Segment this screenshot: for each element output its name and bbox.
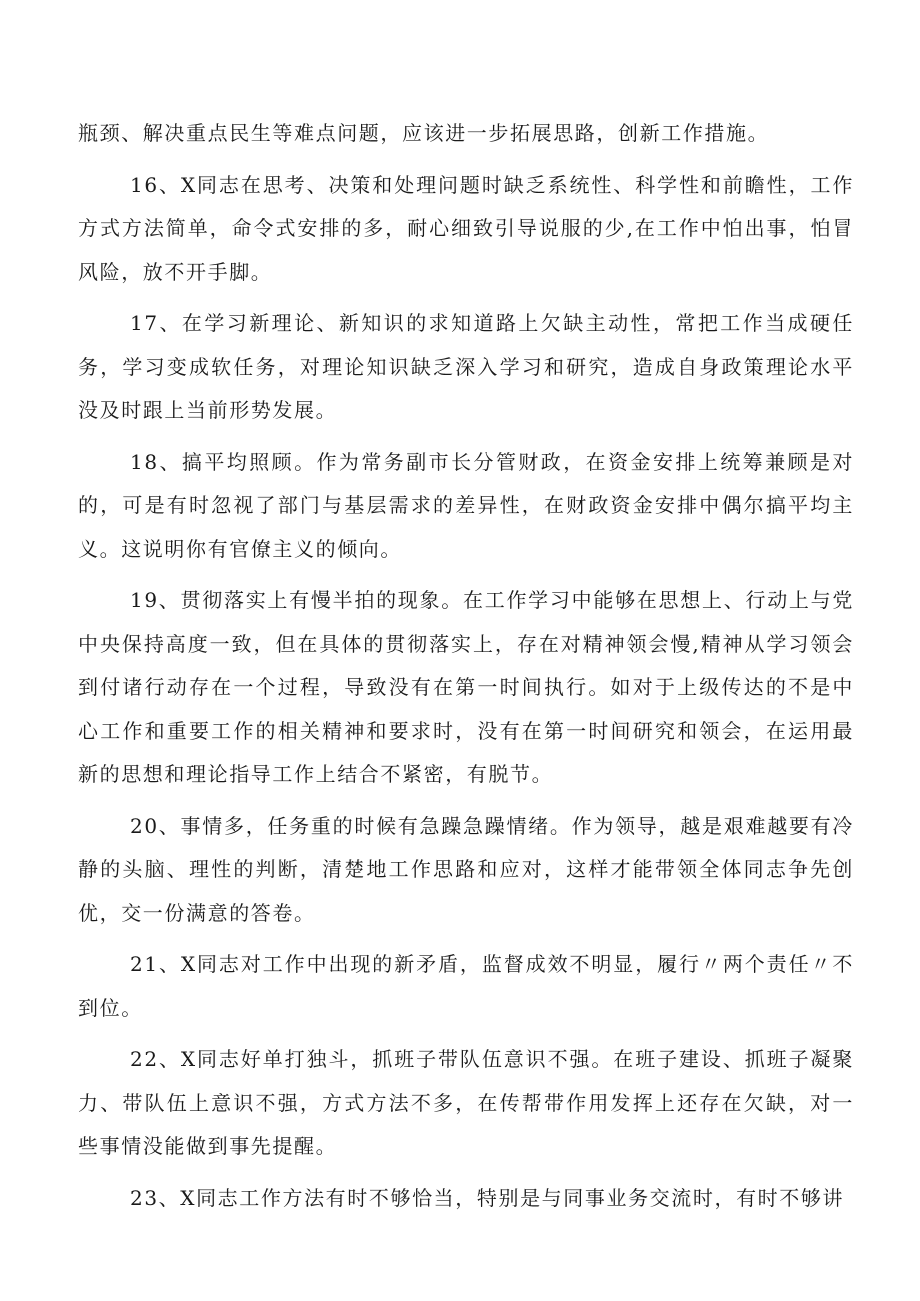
paragraph-item-21: 21、X同志对工作中出现的新矛盾，监督成效不明显，履行〃两个责任〃不到位。	[78, 952, 854, 1020]
document-body	[78, 112, 854, 1228]
paragraph-item-19: 19、贯彻落实上有慢半拍的现象。在工作学习中能够在思想上、行动上与党中央保持高度一致，但在具体的贯彻落实上，存在对精神领会慢,精神从学习领会到付诸行动存在一个过程，导致没有在第一时间执行。如对于上级传达的不是中心工作和重要工作的相关精神和要求时，没有在第一时间研究和领会，在运用最新的思想和理论指导工作上结合不紧密，有脱节。	[78, 588, 854, 786]
paragraph-item-23: 23、X同志工作方法有时不够恰当，特别是与同事业务交流时，有时不够讲	[130, 1185, 845, 1210]
paragraph-item-20: 20、事情多，任务重的时候有急躁急躁情绪。作为领导，越是艰难越要有冷静的头脑、理性的判断，清楚地工作思路和应对，这样才能带领全体同志争先创优，交一份满意的答卷。	[78, 813, 854, 925]
paragraph-item-22: 22、X同志好单打独斗，抓班子带队伍意识不强。在班子建设、抓班子凝聚力、带队伍上意识不强，方式方法不多，在传帮带作用发挥上还存在欠缺，对一些事情没能做到事先提醒。	[78, 1047, 854, 1158]
paragraph-item-17: 17、在学习新理论、新知识的求知道路上欠缺主动性，常把工作当成硬任务，学习变成软任务，对理论知识缺乏深入学习和研究，造成自身政策理论水平没及时跟上当前形势发展。	[78, 311, 854, 422]
paragraph-continuation: 瓶颈、解决重点民生等难点问题，应该进一步拓展思路，创新工作措施。	[78, 121, 770, 145]
paragraph-item-16: 16、X同志在思考、决策和处理问题时缺乏系统性、科学性和前瞻性，工作方式方法简单，命令式安排的多，耐心细致引导说服的少,在工作中怕出事，怕冒风险，放不开手脚。	[78, 172, 854, 284]
paragraph-item-18: 18、搞平均照顾。作为常务副市长分管财政，在资金安排上统筹兼顾是对的，可是有时忽视了部门与基层需求的差异性，在财政资金安排中偶尔搞平均主义。这说明你有官僚主义的倾向。	[78, 449, 854, 561]
